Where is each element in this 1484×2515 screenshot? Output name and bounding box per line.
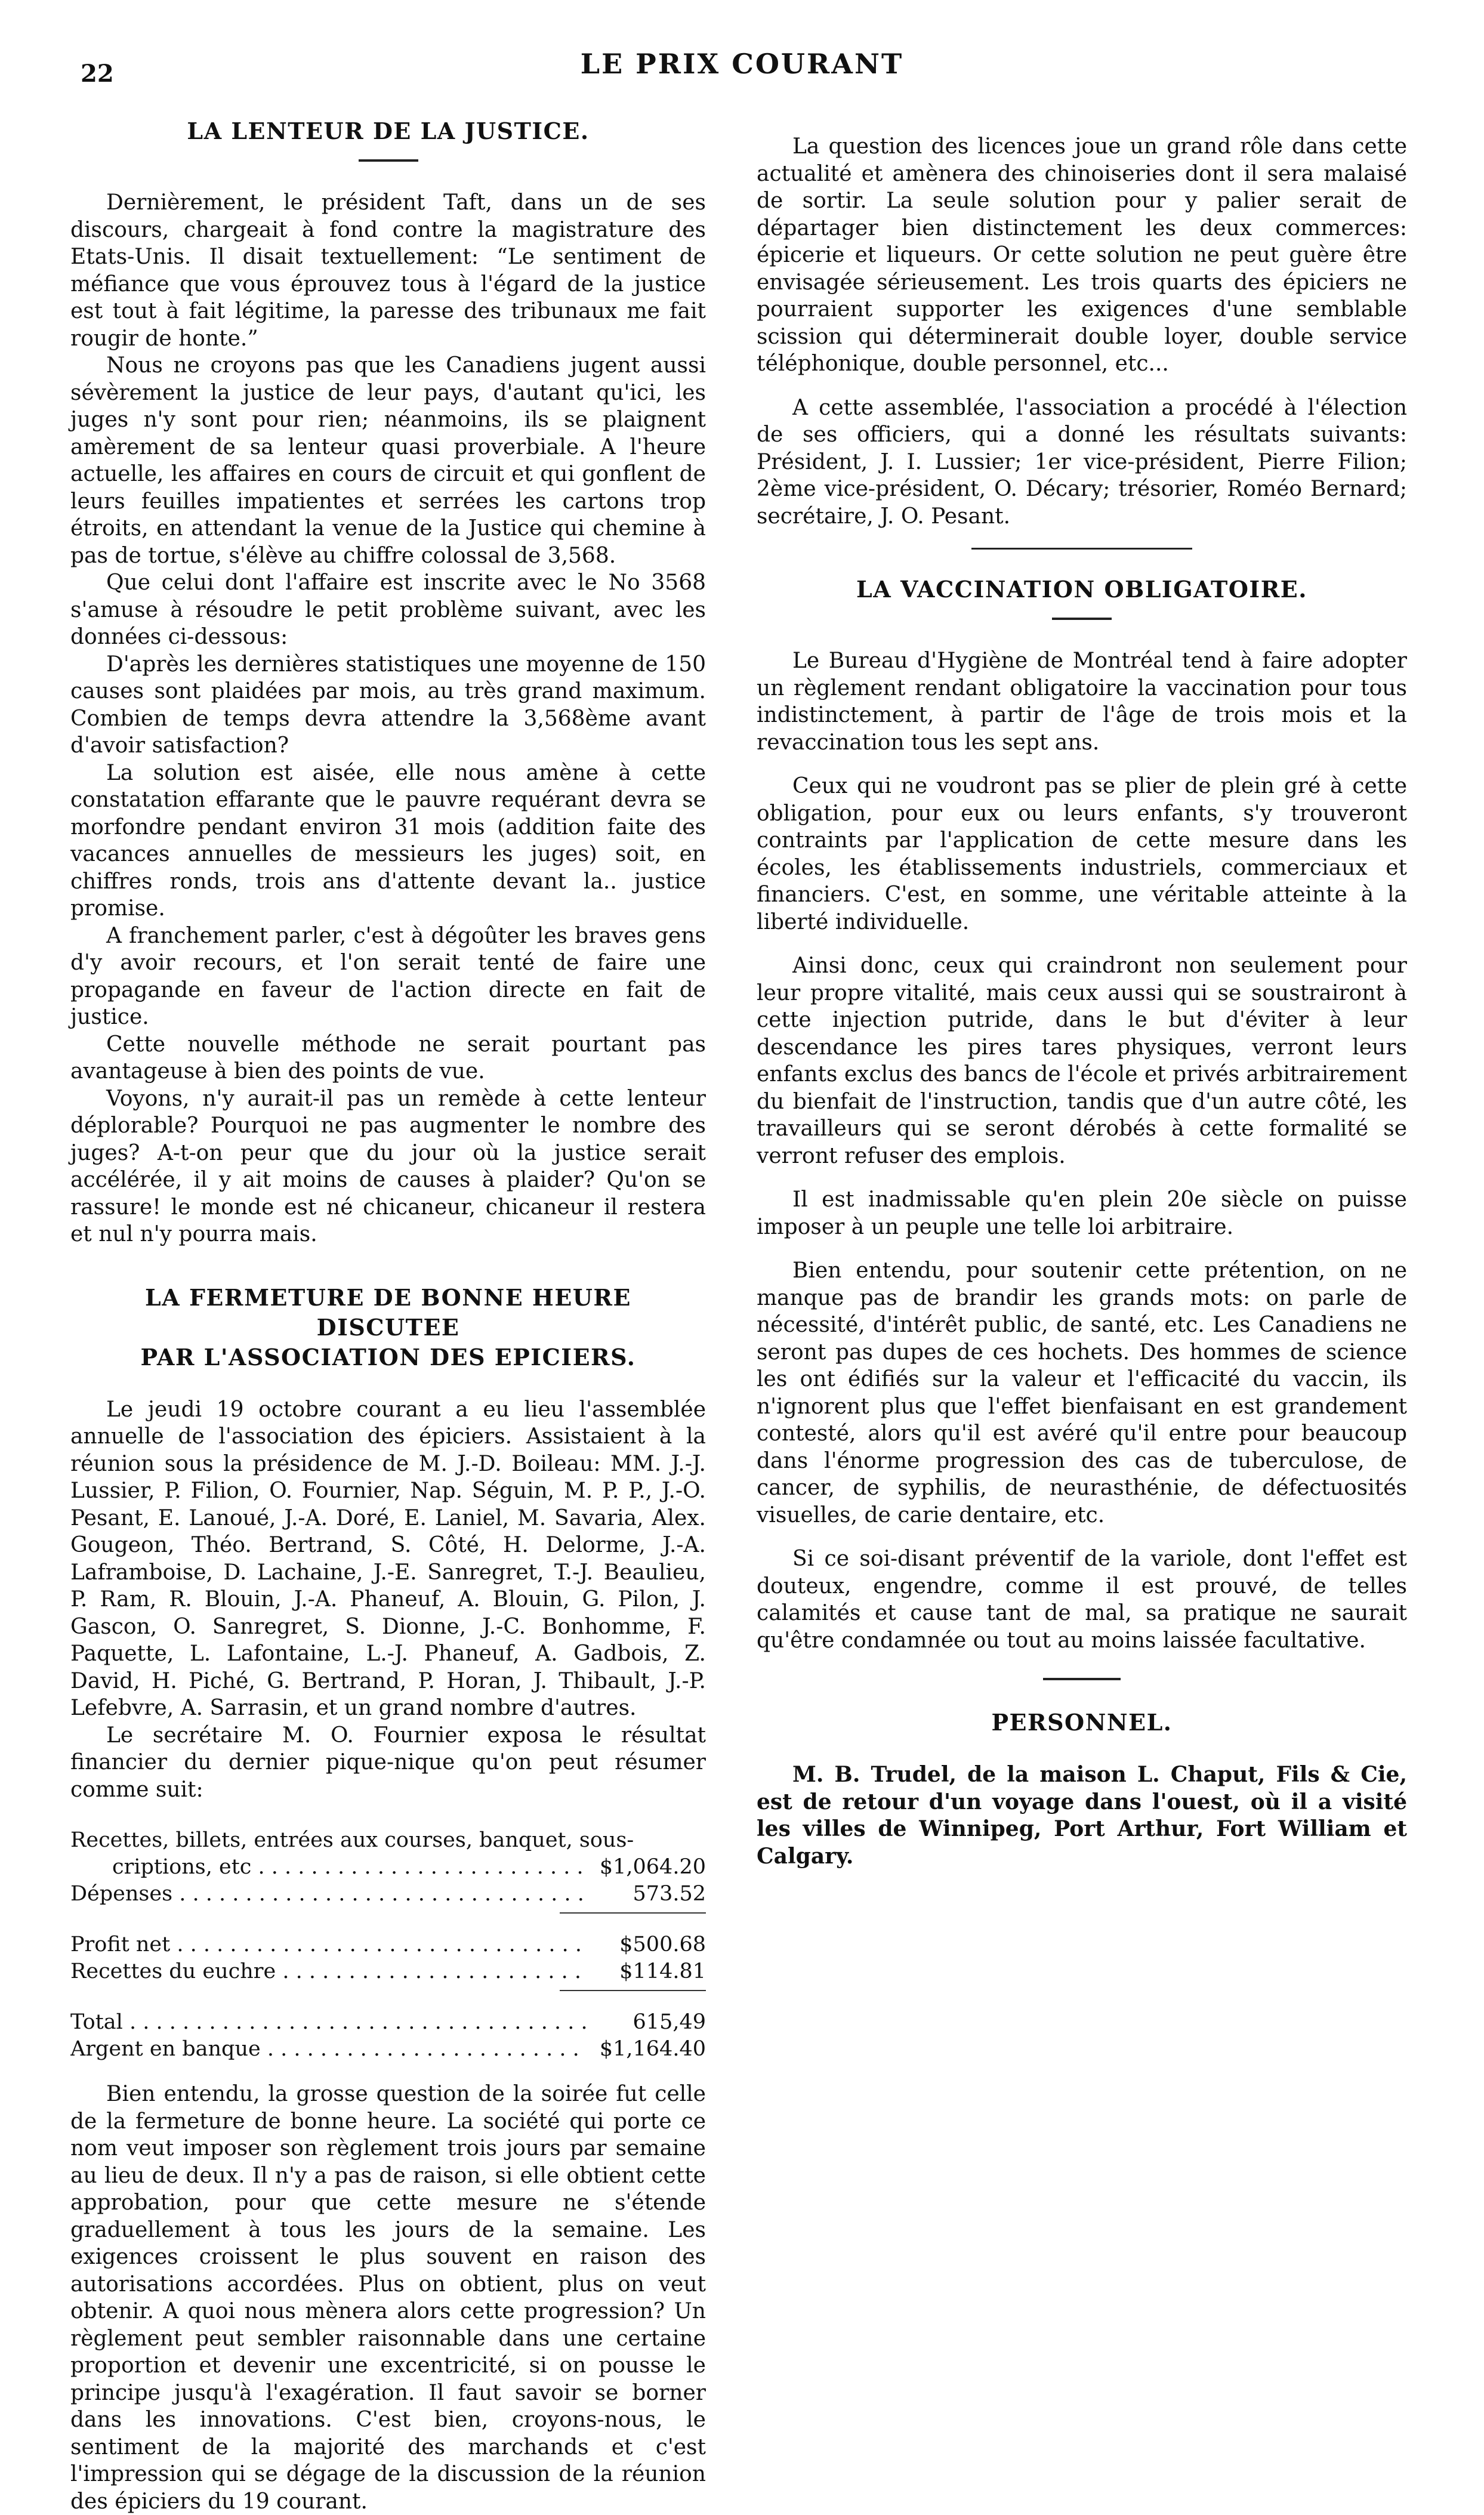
total-row	[70, 2009, 706, 2036]
paragraph: Le Bureau d'Hygiène de Montréal tend à faire adopter un règlement rendant obligatoire la vaccination pour tous indistinctement, à partir de l'âge de trois mois et la revaccination tous les sept ans.	[757, 647, 1407, 756]
receipts-amount: $1,064.20	[587, 1854, 706, 1881]
article-vaccination	[757, 575, 1407, 1654]
paragraph: Si ce soi-disant préventif de la variole, dont l'effet est douteux, engendre, comme il est prouvé, de telles calamités et cause tant de mal, sa pratique ne saurait qu'être condamnée ou tout au moins laissée facultative.	[757, 1545, 1407, 1654]
net-profit-amount: $500.68	[587, 1931, 706, 1958]
paragraph: La solution est aisée, elle nous amène à cette constatation effarante que le pauvre requérant devra se morfondre pendant environ 31 mois (addition faite des vacances annuelles de messieurs les juges) soit, en chiffres ronds, trois ans d'attente devant la.. justice promise.	[70, 760, 706, 922]
article-justice	[70, 116, 706, 1248]
receipts-label: Recettes, billets, entrées aux courses, banquet, sous-	[70, 1828, 634, 1852]
article-personnel	[757, 1708, 1407, 1870]
euchre-row	[70, 1958, 706, 1985]
section-rule	[971, 548, 1192, 550]
paragraph: Dernièrement, le président Taft, dans un de ses discours, chargeait à fond contre la magistrature des Etats-Unis. Il disait textuellement: “Le sentiment de méfiance que vous éprouvez tous à l'égard de la justice est tout à fait légitime, la paresse des tribunaux me fait rougir de honte.”	[70, 189, 706, 352]
article-title: PERSONNEL.	[757, 1708, 1407, 1738]
paragraph: Nous ne croyons pas que les Canadiens jugent aussi sévèrement la justice de leur pays, d'autant qu'ici, les juges n'y sont pour rien; néanmoins, ils se plaignent amèrement de sa lenteur quasi proverbiale. A l'heure actuelle, les affaires en cours de circuit et qui gonflent de leurs feuilles impatientes et serrées les cartons trop étroits, en attendant la venue de la Justice qui chemine à pas de tortue, s'élève au chiffre colossal de 3,568.	[70, 352, 706, 569]
bank-label: Argent en banque . . .	[70, 2036, 587, 2063]
paragraph: A franchement parler, c'est à dégoûter les braves gens d'y avoir recours, et l'on serait tenté de faire une propagande en faveur de l'action directe en fait de justice.	[70, 922, 706, 1031]
article-title-line2: PAR L'ASSOCIATION DES EPICIERS.	[70, 1343, 706, 1372]
paragraph: Ainsi donc, ceux qui craindront non seulement pour leur propre vitalité, mais ceux aussi qui se soustrairont à cette injection putride, dans le but d'éviter à leur descendance les pires tares physiques, verront leurs enfants exclus des bancs de l'école et privés arbitrairement du bienfait de l'instruction, tandis que d'un autre côté, les travailleurs qui se seront dérobés à cette formalité se verront refuser des emplois.	[757, 952, 1407, 1169]
section-rule	[1043, 1678, 1121, 1680]
article-title: LA VACCINATION OBLIGATOIRE.	[757, 575, 1407, 604]
expenses-amount: 573.52	[587, 1881, 706, 1908]
title-rule	[359, 159, 418, 162]
paragraph: M. B. Trudel, de la maison L. Chaput, Fils & Cie, est de retour d'un voyage dans l'ouest, où il a visité les villes de Winnipeg, Port Arthur, Fort William et Calgary.	[757, 1761, 1407, 1870]
net-profit-row	[70, 1931, 706, 1958]
article-title: LA FERMETURE DE BONNE HEURE DISCUTEE	[70, 1283, 706, 1343]
total-rule	[560, 1990, 706, 1991]
article-title: LA LENTEUR DE LA JUSTICE.	[70, 116, 706, 146]
article-fermeture	[70, 1283, 706, 2515]
financial-table	[70, 1827, 706, 2063]
paragraph: Cette nouvelle méthode ne serait pourtant pas avantageuse à bien des points de vue.	[70, 1031, 706, 1085]
paragraph: Voyons, n'y aurait-il pas un remède à cette lenteur déplorable? Pourquoi ne pas augmenter le nombre des juges? A-t-on peur que du jour où la justice serait accélérée, il y ait moins de causes à plaider? Qu'on se rassure! le monde est né chicaneur, chicaneur il restera et nul n'y pourra mais.	[70, 1085, 706, 1248]
paragraph-bold-continued: Bien entendu, la grosse question de la soirée fut celle de la fermeture de bonne heure. La société qui porte ce nom veut imposer son règlement trois jours par semaine au lieu de deux. Il n'y a pas de raison, si elle obtient cette approbation, pour que cette mesure ne s'étende graduellement à tous les jours de la semaine. Les exigences croissent le plus souvent en raison des autorisations accordées. Plus on obtient, plus on veut obtenir. A quoi nous mènera alors cette progression? Un règlement peut sembler raisonnable dans une certaine proportion et devenir une excentricité, si on pousse le principe jusqu'à l'exagération. Il faut savoir se borner dans les innovations. C'est bien, croyons-nous, le sentiment de la majorité des marchands et c'est l'impression qui se dégage de la discussion de la réunion des épiciers du 19 courant.	[70, 2081, 706, 2515]
total-amount: 615,49	[587, 2009, 706, 2036]
paragraph: Ceux qui ne voudront pas se plier de plein gré à cette obligation, pour eux ou leurs enfants, s'y trouveront contraints par l'application de cette mesure dans les écoles, les établissements industriels, commerciaux et financiers. C'est, en somme, une véritable atteinte à la liberté individuelle.	[757, 773, 1407, 936]
expenses-label: Dépenses . . .	[70, 1881, 587, 1908]
journal-title: LE PRIX COURANT	[0, 48, 1484, 80]
paragraph: Que celui dont l'affaire est inscrite avec le No 3568 s'amuse à résoudre le petit problème suivant, avec les données ci-dessous:	[70, 569, 706, 651]
left-column	[70, 116, 706, 2515]
paragraph: La question des licences joue un grand rôle dans cette actualité et amènera des chinoiseries dont il sera malaisé de sortir. La seule solution pour y palier serait de départager bien distinctement les deux commerces: épicerie et liqueurs. Or cette solution ne peut guère être envisagée sérieusement. Les trois quarts des épiciers ne pourraient supporter les exigences d'une semblable scission qui déterminerait double loyer, double service téléphonique, double personnel, etc...	[757, 133, 1407, 378]
paragraph: Le jeudi 19 octobre courant a eu lieu l'assemblée annuelle de l'association des épiciers. Assistaient à la réunion sous la présidence de M. J.-D. Boileau: MM. J.-J. Lussier, P. Filion, O. Fournier, Nap. Séguin, M. P. P., J.-O. Pesant, E. Lanoué, J.-A. Doré, E. Laniel, M. Savaria, Alex. Gougeon, Théo. Bertrand, S. Côté, H. Delorme, J.-A. Laframboise, D. Lachaine, J.-E. Sanregret, T.-J. Beaulieu, P. Ram, R. Blouin, J.-A. Phaneuf, A. Blouin, G. Pilon, J. Gascon, O. Sanregret, S. Dionne, J.-C. Bonhomme, F. Paquette, L. Lafontaine, L.-J. Phaneuf, A. Gadbois, Z. David, H. Piché, G. Bertrand, P. Horan, J. Thibault, J.-P. Lefebvre, A. Sarrasin, et un grand nombre d'autres.	[70, 1396, 706, 1722]
total-rule	[560, 1912, 706, 1914]
page-number: 22	[81, 60, 114, 88]
receipts-row	[70, 1827, 706, 1854]
total-label: Total . . .	[70, 2009, 587, 2036]
paragraph: D'après les dernières statistiques une moyenne de 150 causes sont plaidées par mois, au très grand maximum. Combien de temps devra attendre la 3,568ème avant d'avoir satisfaction?	[70, 651, 706, 760]
receipts-row-cont	[70, 1854, 706, 1881]
euchre-label: Recettes du euchre . . .	[70, 1958, 587, 1985]
bank-amount: $1,164.40	[587, 2036, 706, 2063]
bank-row	[70, 2036, 706, 2063]
paragraph: Il est inadmissable qu'en plein 20e siècle on puisse imposer à un peuple une telle loi arbitraire.	[757, 1186, 1407, 1240]
title-rule	[1052, 618, 1112, 620]
page-header	[0, 42, 1484, 84]
right-column	[757, 116, 1407, 1870]
paragraph: Le secrétaire M. O. Fournier exposa le résultat financier du dernier pique-nique qu'on peut résumer comme suit:	[70, 1722, 706, 1804]
paragraph: Bien entendu, pour soutenir cette prétention, on ne manque pas de brandir les grands mots: on parle de nécessité, d'intérêt public, de santé, etc. Les Canadiens ne seront pas dupes de ces hochets. Des hommes de science les ont édifiés sur la valeur et l'efficacité du vaccin, ils n'ignorent plus que l'effet bienfaisant en est grandement contesté, alors qu'il est avéré qu'il entre pour beaucoup dans l'énorme progression des cas de tuberculose, de cancer, de syphilis, de neurasthénie, de défectuosités visuelles, de carie dentaire, etc.	[757, 1257, 1407, 1529]
paragraph: A cette assemblée, l'association a procédé à l'élection de ses officiers, qui a donné les résultats suivants: Président, J. I. Lussier; 1er vice-président, Pierre Filion; 2ème vice-président, O. Décary; trésorier, Roméo Bernard; secrétaire, J. O. Pesant.	[757, 394, 1407, 530]
euchre-amount: $114.81	[587, 1958, 706, 1985]
net-profit-label: Profit net . . .	[70, 1931, 587, 1958]
expenses-row	[70, 1881, 706, 1908]
receipts-label-cont: criptions, etc . . .	[70, 1854, 587, 1881]
